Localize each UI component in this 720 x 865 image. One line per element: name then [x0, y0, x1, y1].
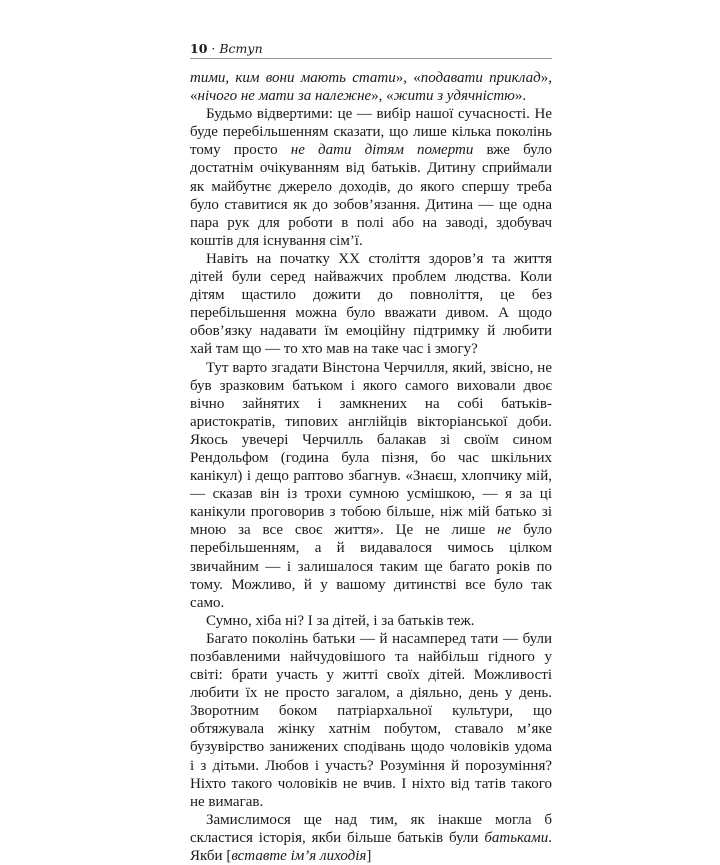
text-run: вже було достатнім очікуванням від батьків. Дитину сприймали як майбутнє джерело доходів, до якого спершу треба було ставитися як до зобов’язання. Дитина — ще одна пара рук для роботи в полі або на заводі, здобувач коштів для існування сім’ї.	[190, 142, 552, 249]
header-separator: ·	[207, 41, 220, 56]
header-rule	[190, 58, 552, 59]
page-number: 10	[190, 41, 208, 56]
body-text	[190, 69, 552, 865]
italic-run: нічого не мати за належне	[197, 88, 372, 105]
italic-run: батьками	[484, 829, 549, 846]
italic-run: жити з удячністю	[393, 88, 515, 105]
text-run: ]	[366, 848, 372, 865]
text-run: Навіть на початку XX століття здоров’я та життя дітей були серед найважчих проблем людства. Коли дітям щастило дожити до повноліття, це без перебільшення можна було вважати дивом. А щодо обов’язку надавати їм емоційну підтримку й любити хай там що — то хто мав на таке час і змогу?	[190, 250, 552, 358]
paragraph	[190, 69, 552, 105]
running-header	[190, 41, 555, 57]
italic-run: не дати дітям померти	[290, 142, 474, 159]
text-run: Замислимося ще над тим, як інакше могла б скластися історія, якби більше батьків були	[190, 811, 552, 846]
italic-run: вставте ім’я лиходія	[231, 848, 367, 865]
text-run: ».	[514, 88, 527, 105]
text-run: Тут варто згадати Вінстона Черчилля, який, звісно, не був зразковим батьком і якого самого виховали двоє вічно зайнятих і замкнених на собі батьків-аристократів, типових англійців вікторіанської доби. Якось увечері Черчилль балакав зі своїм сином Рендольфом (година була пізня, бо час шкільних канікул) і дещо раптово збагнув. «Знаєш, хлопчику мій, — сказав він із трохи сумною усмішкою, — я за ці канікули проговорив з тобою більше, ніж мій батько зі мною за все своє життя». Це не лише	[190, 359, 552, 539]
text-run: », «	[371, 88, 394, 105]
text-run: Будьмо відвертими: це — вибір нашої сучасності. Не буде перебільшенням сказати, що лише кілька поколінь тому просто	[190, 106, 552, 159]
paragraph	[190, 811, 552, 865]
text-run: було перебільшенням, а й видавалося чимось цілком звичайним — і залишалося таким ще багато років по тому. Можливо, й у вашому дитинстві все було так само.	[190, 522, 552, 611]
italic-run: тими, ким вони мають стати	[190, 70, 396, 86]
italic-run: подавати приклад	[420, 70, 541, 86]
text-run: », «	[395, 70, 421, 86]
paragraph	[190, 250, 552, 359]
paragraph	[190, 359, 552, 612]
italic-run: не	[497, 522, 512, 539]
section-title: Вступ	[219, 41, 263, 56]
text-run: Багато поколінь батьки — й насамперед тати — були позбавленими найчудовішого та найбільш гідного у світі: брати участь у житті своїх дітей. Можливості любити їх не просто загалом, а діяльно, день у день. Зворотним боком патріархальної культури, що обтяжувала жінку хатнім побутом, ставало м’яке бузувірство занижених сподівань щодо чоловіків удома і з дітьми. Любов і участь? Розуміння й порозуміння? Ніхто такого чоловіків не вчив. І ніхто від татів такого не вимагав.	[190, 630, 552, 810]
text-run: . Якби [	[190, 829, 552, 865]
paragraph	[190, 612, 552, 630]
paragraph	[190, 105, 552, 250]
text-run: Сумно, хіба ні? І за дітей, і за батьків теж.	[206, 612, 475, 629]
text-run: », «	[190, 70, 552, 105]
paragraph	[190, 630, 552, 811]
